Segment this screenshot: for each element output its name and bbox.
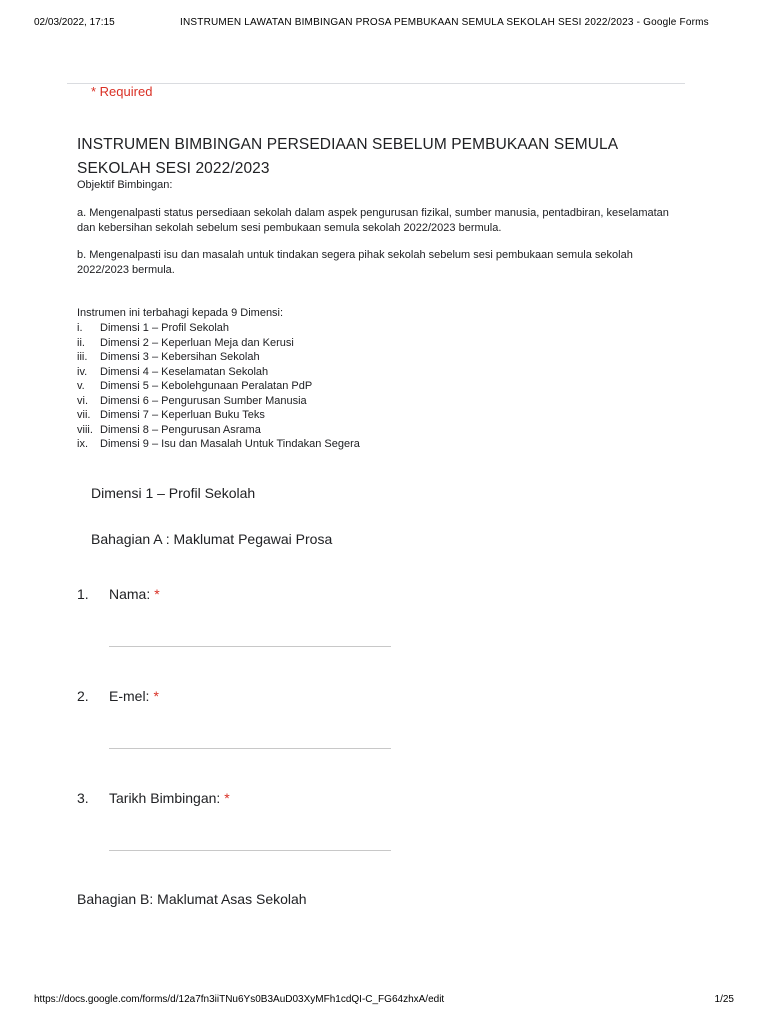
required-asterisk: * [154, 586, 160, 602]
top-divider [67, 83, 685, 84]
dimension-text: Dimensi 4 – Keselamatan Sekolah [100, 365, 269, 378]
dimension-number: iii. [77, 351, 88, 363]
dimension-number: ii. [77, 336, 85, 349]
dimension-number: v. [77, 380, 85, 392]
dimension-item [77, 423, 360, 438]
dimension-text: Dimensi 5 – Kebolehgunaan Peralatan PdP [100, 380, 313, 392]
required-asterisk: * [224, 790, 230, 806]
dimension-number: ix. [77, 438, 88, 450]
dimension-number: vii. [77, 409, 91, 421]
dimension-item [77, 437, 360, 452]
description-label: Objektif Bimbingan: [77, 179, 173, 191]
question-number: 1. [77, 586, 89, 602]
description-point-b: b. Mengenalpasti isu dan masalah untuk tindakan segera pihak sekolah sebelum sesi pembukaan semula sekolah 2022/2023 bermula. [77, 249, 633, 276]
question-tarikh-bimbingan [77, 790, 407, 806]
dimension-number: vi. [77, 394, 88, 407]
dimension-text: Dimensi 6 – Pengurusan Sumber Manusia [100, 394, 307, 407]
dimensions-list [77, 321, 360, 452]
form-title: INSTRUMEN BIMBINGAN PERSEDIAAN SEBELUM PEMBUKAAN SEMULA SEKOLAH SESI 2022/2023 [77, 136, 618, 177]
required-note: * Required [91, 84, 153, 99]
dimension-item [77, 336, 360, 351]
dimension-text: Dimensi 1 – Profil Sekolah [100, 322, 230, 334]
dimension-number: i. [77, 322, 83, 334]
question-emel [77, 688, 407, 704]
question-number: 3. [77, 790, 89, 806]
section-title-bahagian-a: Bahagian A : Maklumat Pegawai Prosa [91, 531, 333, 547]
dimension-item [77, 379, 360, 394]
question-nama [77, 586, 407, 602]
section-title-dimensi-1: Dimensi 1 – Profil Sekolah [91, 485, 256, 501]
section-title-bahagian-b: Bahagian B: Maklumat Asas Sekolah [77, 891, 307, 907]
dimension-item [77, 408, 360, 423]
question-label: Nama: [109, 586, 151, 602]
tarikh-answer-field[interactable] [109, 850, 391, 851]
dimension-text: Dimensi 8 – Pengurusan Asrama [100, 423, 261, 436]
dimension-item [77, 365, 360, 380]
nama-answer-field[interactable] [109, 646, 391, 647]
dimension-text: Dimensi 7 – Keperluan Buku Teks [100, 409, 265, 421]
required-asterisk: * [153, 688, 159, 704]
print-datetime: 02/03/2022, 17:15 [34, 17, 115, 28]
print-url: https://docs.google.com/forms/d/12a7fn3iiTNu6Ys0B3AuD03XyMFh1cdQI-C_FG64zhxA/edit [34, 994, 445, 1005]
emel-answer-field[interactable] [109, 748, 391, 749]
dimension-item [77, 321, 360, 336]
dimension-item [77, 394, 360, 409]
dimension-item [77, 350, 360, 365]
page-number: 1/25 [714, 994, 734, 1005]
dimension-text: Dimensi 3 – Kebersihan Sekolah [100, 351, 260, 363]
question-label: Tarikh Bimbingan: [109, 790, 221, 806]
dimensions-intro: Instrumen ini terbahagi kepada 9 Dimensi: [77, 307, 284, 319]
dimension-text: Dimensi 2 – Keperluan Meja dan Kerusi [100, 336, 294, 349]
question-label: E-mel: [109, 688, 150, 704]
dimension-number: iv. [77, 365, 88, 378]
print-page-title: INSTRUMEN LAWATAN BIMBINGAN PROSA PEMBUKAAN SEMULA SEKOLAH SESI 2022/2023 - Google Forms [180, 17, 709, 28]
dimension-text: Dimensi 9 – Isu dan Masalah Untuk Tindakan Segera [100, 438, 360, 450]
description-point-a: a. Mengenalpasti status persediaan sekolah dalam aspek pengurusan fizikal, sumber manusia, pentadbiran, keselamatan dan kebersihan sekolah sebelum sesi pembukaan semula sekolah 2022/2023 bermula. [77, 207, 669, 234]
question-number: 2. [77, 688, 89, 704]
dimension-number: viii. [77, 423, 93, 436]
